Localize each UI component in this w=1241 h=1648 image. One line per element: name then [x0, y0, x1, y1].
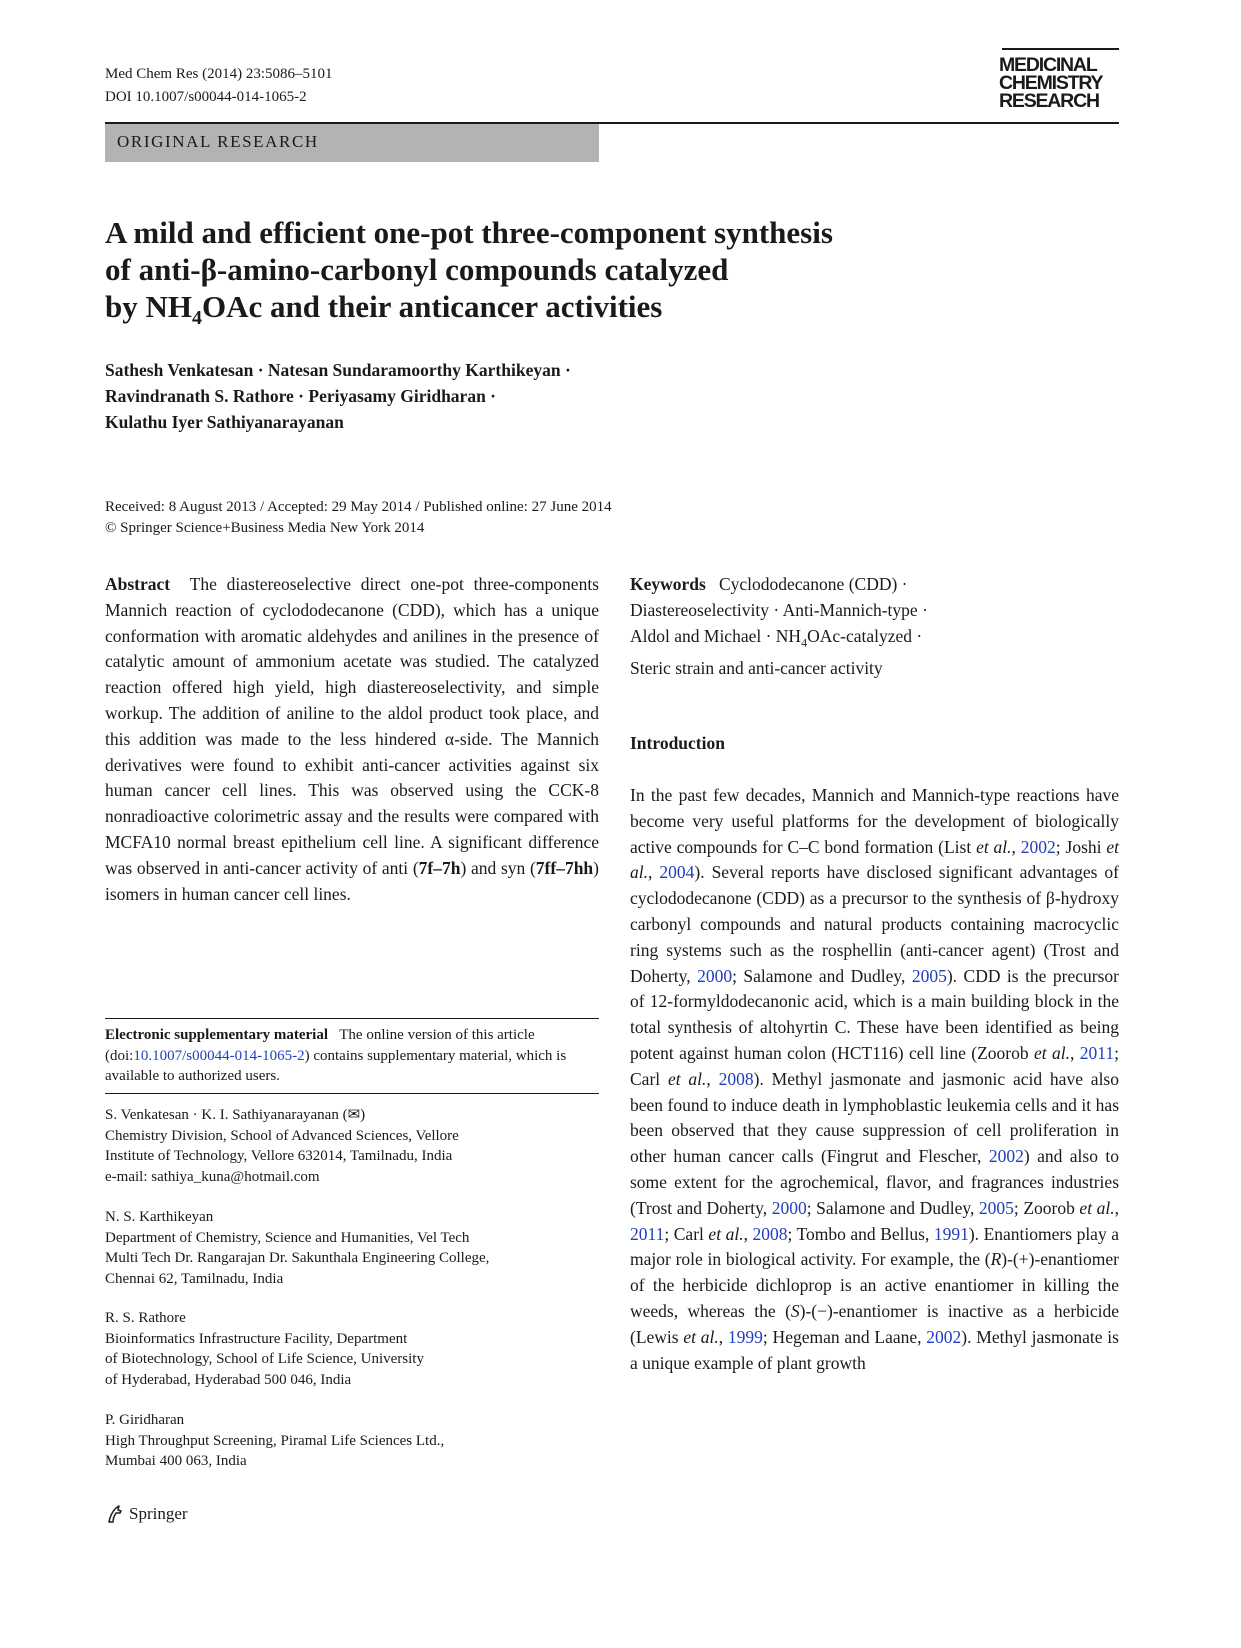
logo-rule: [1002, 48, 1119, 50]
introduction-text: In the past few decades, Mannich and Mannich-type reactions have become very useful platforms for the development of biologically active compounds for C–C bond formation (List et al., 2002; Joshi et al., 2004). Several reports have disclosed significant advantages of cyclododecanone (CDD) as a precursor to the synthesis of β-hydroxy carbonyl compounds and natural products containing macrocyclic ring systems such as the rosphellin (anti-cancer agent) (Trost and Doherty, 2000; Salamone and Dudley, 2005). CDD is the precursor of 12-formyldodecanonic acid, which is a main building block in the total synthesis of altohyrtin C. These have been identified as being potent against human colon (HCT116) cell line (Zoorob et al., 2011; Carl et al., 2008). Methyl jasmonate and jasmonic acid have also been found to induce death in lymphoblastic leukemia cells and it has been observed that they cause suppression of cell proliferation in other human cancer calls (Fingrut and Flescher, 2002) and also to some extent for the agrochemical, flavor, and fragrances industries (Trost and Doherty, 2000; Salamone and Dudley, 2005; Zoorob et al., 2011; Carl et al., 2008; Tombo and Bellus, 1991). Enantiomers play a major role in biological activity. For example, the (R)-(+)-enantiomer of the herbicide dichloprop is an active enantiomer in killing the weeds, whereas the (S)-(−)-enantiomer is inactive as a herbicide (Lewis et al., 1999; Hegeman and Laane, 2002). Methyl jasmonate is a unique example of plant growth: [630, 785, 1120, 1373]
author-list: Sathesh Venkatesan · Natesan Sundaramoorthy Karthikeyan · Ravindranath S. Rathore · Periyasamy Giridharan · Kulathu Iyer Sathiyanarayanan: [105, 360, 571, 432]
article-type-banner: ORIGINAL RESEARCH: [105, 124, 599, 162]
esm-rule: [105, 1018, 599, 1019]
citation-link[interactable]: 2002: [988, 1146, 1024, 1167]
keywords-label: Keywords: [630, 574, 706, 594]
keywords: Keywords Cyclododecanone (CDD) · Diastereoselectivity · Anti-Mannich-type · Aldol and Michael · $NH_4OAc$-catalyzed · Steric strain and anti-cancer activity: [630, 574, 928, 678]
esm-doi-link[interactable]: 10.1007/s00044-014-1065-2: [133, 1047, 305, 1064]
citation-link[interactable]: 2002: [1020, 836, 1056, 857]
citation-link[interactable]: 2000: [771, 1197, 807, 1218]
article-title: A mild and efficient one-pot three-component synthesis of anti-β-amino-carbonyl compounds catalyzed by $NH_4OAc$ and their anticancer activities: [105, 215, 833, 330]
citation-link[interactable]: 2008: [752, 1223, 788, 1244]
affiliation-4: P. Giridharan High Throughput Screening, Piramal Life Sciences Ltd., Mumbai 400 063, India: [105, 1412, 445, 1469]
affiliation-2: N. S. Karthikeyan Department of Chemistry, Science and Humanities, Vel Tech Multi Tech Dr. Rangarajan Dr. Sakunthala Engineering College, Chennai 62, Tamilnadu, India: [105, 1209, 490, 1287]
citation-link[interactable]: 2011: [630, 1223, 665, 1244]
citation-link[interactable]: 1991: [933, 1223, 969, 1244]
electronic-supplementary-material: Electronic supplementary material The online version of this article (doi:10.1007/s00044-014-1065-2) contains supplementary material, which is available to authorized users.: [105, 1027, 567, 1084]
citation-link[interactable]: 2004: [659, 862, 695, 883]
citation-link[interactable]: 1999: [727, 1326, 763, 1347]
abstract-label: Abstract: [105, 574, 171, 594]
affiliation-3: R. S. Rathore Bioinformatics Infrastructure Facility, Department of Biotechnology, School of Life Science, University of Hyderabad, Hyderabad 500 046, India: [105, 1310, 424, 1388]
affiliation-1: S. Venkatesan · K. I. Sathiyanarayanan (✉) Chemistry Division, School of Advanced Sciences, Vellore Institute of Technology, Vellore 632014, Tamilnadu, India e-mail: sathiya_kuna@hotmail.com: [105, 1107, 459, 1185]
citation-link[interactable]: 2000: [697, 965, 733, 986]
citation-link[interactable]: 2011: [1079, 1042, 1115, 1063]
citation-link[interactable]: 2002: [926, 1326, 962, 1347]
publication-dates: Received: 8 August 2013 / Accepted: 29 May 2014 / Published online: 27 June 2014 © Springer Science+Business Media New York 2014: [105, 499, 612, 536]
publisher-footer: Springer: [105, 1504, 188, 1524]
affiliation-rule: [105, 1093, 599, 1094]
abstract: Abstract The diastereoselective direct one-pot three-components Mannich reaction of cyclododecanone (CDD), which has a unique conformation with aromatic aldehydes and anilines in the presence of catalytic amount of ammonium acetate was studied. The catalyzed reaction offered high yield, high diastereoselectivity, and simple workup. The addition of aniline to the aldol product took place, and this addition was made to the less hindered α-side. The Mannich derivatives were found to exhibit anti-cancer activities against six human cancer cell lines. This was observed using the CCK-8 nonradioactive colorimetric assay and the results were compared with MCFA10 normal breast epithelium cell line. A significant difference was observed in anti-cancer activity of anti (7f–7h) and syn (7ff–7hh) isomers in human cancer cell lines.: [105, 574, 599, 904]
citation-link[interactable]: 2005: [911, 965, 947, 986]
doi-line: DOI 10.1007/s00044-014-1065-2: [105, 89, 307, 105]
springer-horse-icon: [105, 1504, 125, 1524]
journal-citation: Med Chem Res (2014) 23:5086–5101: [105, 66, 333, 82]
journal-logo: MEDICINAL CHEMISTRY RESEARCH: [999, 54, 1103, 112]
citation-link[interactable]: 2008: [718, 1068, 754, 1089]
citation-link[interactable]: 2005: [978, 1197, 1014, 1218]
introduction-heading: Introduction: [630, 733, 725, 753]
